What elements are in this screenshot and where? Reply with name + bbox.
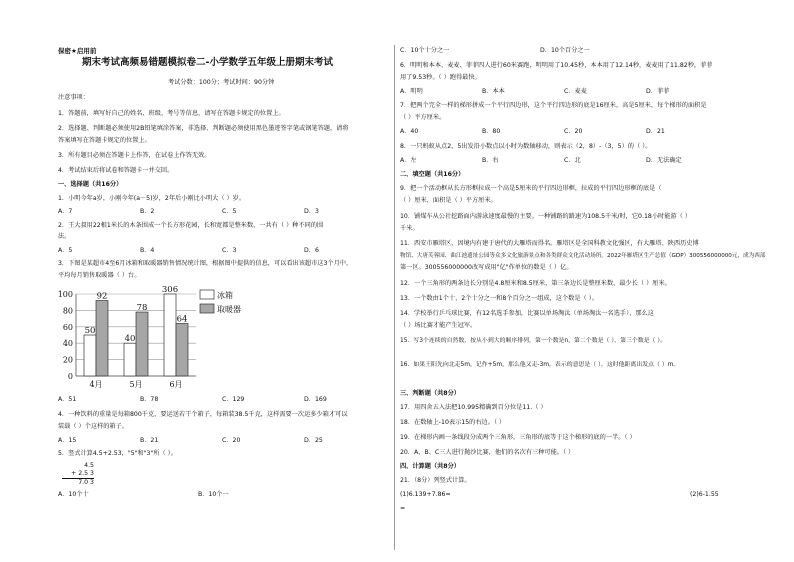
question-15: 15．写3个连续的自然数，按从小到大的顺序排列，第一个数是n，第二个数是（ ），第三个数是（ ）。 xyxy=(400,338,667,344)
question-4: 4．一种饮料的重量是每箱800千克，要运送若干个箱子，每箱装38.5千克，这样需要一次运多少箱才可以 xyxy=(58,411,348,418)
option: D．169 xyxy=(304,396,327,403)
question-3-options xyxy=(58,396,386,404)
option: A．左 xyxy=(400,157,417,164)
option: D．21 xyxy=(646,128,665,135)
option: D．10个百分之一 xyxy=(540,47,590,54)
bar-fridge xyxy=(124,343,136,376)
question-11-cont: 物馆、大唐芙蓉园、曲江池遗址公园等众多文化旅游景点和各类群众文化活动场所。2022年雁塔区生产总值（GDP）300556000000元，成为西部 xyxy=(400,253,766,259)
legend-label: 冰箱 xyxy=(217,291,233,300)
option: D．3 xyxy=(304,208,319,215)
y-tick-label: 0 xyxy=(67,372,73,381)
question-13: 13．一个数由1个十、2个十分之一和8个百分之一组成，这个数是（ ）。 xyxy=(400,295,598,302)
option: A．7 xyxy=(58,208,73,215)
question-18: 18．在数轴上-10表示15的右边。（ ） xyxy=(400,419,506,426)
x-tick-label: 4月 xyxy=(89,380,103,389)
option: C．5 xyxy=(222,208,237,215)
vertical-line: 4.5 xyxy=(84,462,94,469)
option: C．3 xyxy=(222,247,237,254)
option: A．明明 xyxy=(400,88,423,95)
option: D．6 xyxy=(304,247,319,254)
option: C．20 xyxy=(564,128,583,135)
option: A．40 xyxy=(400,128,419,135)
legend-swatch xyxy=(200,290,214,299)
y-tick-label: 80 xyxy=(62,306,73,316)
option: B．10个一 xyxy=(198,491,229,498)
exam-title: 期末考试高频易错题模拟卷二-小学数学五年级上册期末考试 xyxy=(82,57,333,68)
section-calc: 四、计算题（共8分） xyxy=(400,463,460,470)
bar-heater xyxy=(96,301,108,376)
question-6-cont: 用了9.53秒。（ ）跑得最快。 xyxy=(400,74,481,81)
data-label: 306 xyxy=(161,285,179,295)
option: C．10个十分之一 xyxy=(400,47,450,54)
option: B．78 xyxy=(140,396,159,403)
bar-heater xyxy=(176,324,188,376)
option: B．本本 xyxy=(482,88,505,95)
sales-bar-chart xyxy=(57,285,241,394)
x-tick-label: 5月 xyxy=(129,380,143,389)
section-choice: 一、选择题（共16分） xyxy=(58,181,123,188)
question-9-cont: （ ）厘米，面积是（ ）平方厘米。 xyxy=(400,197,497,204)
question-2-cont: 法。 xyxy=(58,233,71,240)
question-3: 3．下图是某超市4至6月冰箱和取暖器销售情况统计图，根据图中提供的信息，可以看出该超市这3个月中， xyxy=(58,260,353,267)
exam-info: 考试分数：100分；考试时间：90分钟 xyxy=(168,79,275,86)
option: C．北 xyxy=(564,157,581,164)
option: B．2 xyxy=(140,208,155,215)
question-6: 6．明明和本本、麦麦、菲菲四人进行60米赛跑，明明用了10.45秒，本本用了12.14秒，麦麦用了11.82秒，菲菲 xyxy=(400,62,713,69)
question-4-options xyxy=(58,437,386,445)
option: B．右 xyxy=(482,157,499,164)
data-label: 92 xyxy=(96,291,108,302)
question-2-options xyxy=(58,247,386,255)
data-label: 50 xyxy=(84,326,96,336)
data-label: 78 xyxy=(136,303,148,314)
option: C．20 xyxy=(222,437,241,444)
question-12: 12．一个三角形的两条边长分别是4.8厘米和8.5厘米，第三条边长是整厘米数，最少长（ ）厘米。 xyxy=(400,280,671,287)
section-fill: 二、填空题（共16分） xyxy=(400,171,465,178)
question-21: 21．（8分）列竖式计算。 xyxy=(400,477,471,484)
notice-item: 1．答题前，填写好自己的姓名、班级、考号等信息，请写在答题卡规定的位置上。 xyxy=(58,110,285,117)
option: A．15 xyxy=(58,437,77,444)
legend-label: 取暖器 xyxy=(217,305,241,314)
question-1: 1．小明今年a岁，小刚今年(a－5)岁，2年后小刚比小明大（ ）岁。 xyxy=(58,195,246,202)
bar-fridge xyxy=(84,335,96,376)
y-tick-label: 20 xyxy=(62,355,73,365)
question-2: 2．王大叔用22根1米长的木条围成一个长方形花园，长和宽都是整米数，一共有（ ）种不同的围 xyxy=(58,222,324,229)
y-tick-label: 100 xyxy=(57,290,73,299)
question-1-options xyxy=(58,208,386,216)
y-tick-label: 40 xyxy=(62,339,73,349)
notice-item: 2．选择题、判断题必须使用2B铅笔填涂答案，非选择、判断题必须使用黑色墨迹签字笔或钢笔答题，请将 xyxy=(58,125,349,132)
x-tick-label: 6月 xyxy=(169,380,183,389)
question-4-cont: 装载（ ）个这样的箱子。 xyxy=(58,423,129,430)
question-14-cont: （ ）场比赛才能产生冠军。 xyxy=(400,322,477,329)
question-21-equals: = xyxy=(400,505,406,512)
section-judge: 三、判断题（共8分） xyxy=(400,390,460,397)
secret-label: 保密★启用前 xyxy=(58,47,97,55)
question-7-options xyxy=(400,128,728,136)
bar-fridge xyxy=(164,294,176,376)
question-11: 11．西安市雁塔区，因境内有建于唐代的大雁塔而得名。雁塔区是全国科教文化强区，有大雁塔、陕西历史博 xyxy=(400,240,699,247)
question-8: 8．一只蚂蚁从点2，5出发沿小数点以小时为数轴移动，则表示（2，8）-（3，5）的（ ）。 xyxy=(400,143,652,150)
notice-item: 答案填写在答题卡规定的位置上。 xyxy=(58,137,151,144)
question-11-cont2: 第一区。300556000000改写成用"亿"作单位的数是（ ）亿。 xyxy=(400,264,573,271)
question-5-options xyxy=(58,491,338,499)
question-7-cont: （ ）平方厘米。 xyxy=(400,114,446,121)
option: C．129 xyxy=(222,396,245,403)
data-label: 64 xyxy=(176,314,188,325)
question-16: 16．如果王阳先向北走5m，记作+5m，那么他又走-3m，表示的意思是（ ），这时他距离出发点（ ）m。 xyxy=(400,362,680,368)
column-divider xyxy=(394,45,395,550)
option: B．21 xyxy=(140,437,159,444)
question-17: 17．用四舍五入法把10.995精确到百分位是11.（ ） xyxy=(400,404,547,411)
y-tick-label: 60 xyxy=(62,322,73,332)
left-column xyxy=(58,0,388,562)
question-19: 19．在梯形内画一条线段分成两个三角形，三角形的底等于这个梯形的底的一半。（ ） xyxy=(400,434,636,441)
question-5-options-cont xyxy=(400,47,680,55)
vertical-line: + 2.5 3 xyxy=(71,470,94,477)
option: A．10个十 xyxy=(58,491,89,498)
vertical-calculation xyxy=(58,462,94,487)
question-20: 20．A、B、C三人进行抛沙比赛，他们的名次有三种可能。（ ） xyxy=(400,449,575,456)
option: D．无法确定 xyxy=(646,157,682,164)
bar-heater xyxy=(136,312,148,376)
option: B．4 xyxy=(140,247,155,254)
question-8-options xyxy=(400,157,728,165)
notice-item: 3．所有题目必须在答题卡上作答，在试卷上作答无效。 xyxy=(58,152,211,159)
vertical-line: 7.0 3 xyxy=(62,478,94,487)
notice-title: 注意事项： xyxy=(58,94,89,101)
question-6-options xyxy=(400,88,728,96)
question-5: 5．竖式计算4.5+2.53，"5"和"3"所（ ）。 xyxy=(58,450,177,457)
question-10: 10．铺煤车从公社挖路面内游泳速度最慢的主要。一种铺路的路速为108.5千米/时，它0.18小时能游（ ） xyxy=(400,213,691,220)
option: C．麦麦 xyxy=(564,88,587,95)
legend-swatch xyxy=(200,304,214,313)
option: A．5 xyxy=(58,247,73,254)
right-column xyxy=(400,0,766,562)
question-21-part-1: (1)6.139+7.86= xyxy=(400,491,451,498)
question-10-cont: 千米。 xyxy=(400,225,419,232)
notice-item: 4．考试结束后将试卷和答题卡一并交回。 xyxy=(58,167,174,174)
question-21-part-2: (2)6-1.55 xyxy=(690,491,719,498)
question-7: 7．把两个完全一样的梯形拼成一个平行四边形，这个平行四边形的底是16厘米，高是5厘米，每个梯形的面积是 xyxy=(400,102,707,109)
option: D．25 xyxy=(304,437,323,444)
data-label: 40 xyxy=(124,334,136,345)
question-9: 9．把一个活动框从长方形框拉成一个高是5厘米的平行四边形框，拉成的平行四边形框的底是（ xyxy=(400,185,662,192)
question-3-cont: 平均每月销售取暖器（ ）台。 xyxy=(58,272,141,279)
option: A．51 xyxy=(58,396,77,403)
option: D．菲菲 xyxy=(646,88,670,95)
question-14: 14．学校举行乒乓球比赛，有12名选手参加，比赛以单场淘汰（单场淘汰一名选手），那么这 xyxy=(400,310,654,317)
option: B．80 xyxy=(482,128,501,135)
